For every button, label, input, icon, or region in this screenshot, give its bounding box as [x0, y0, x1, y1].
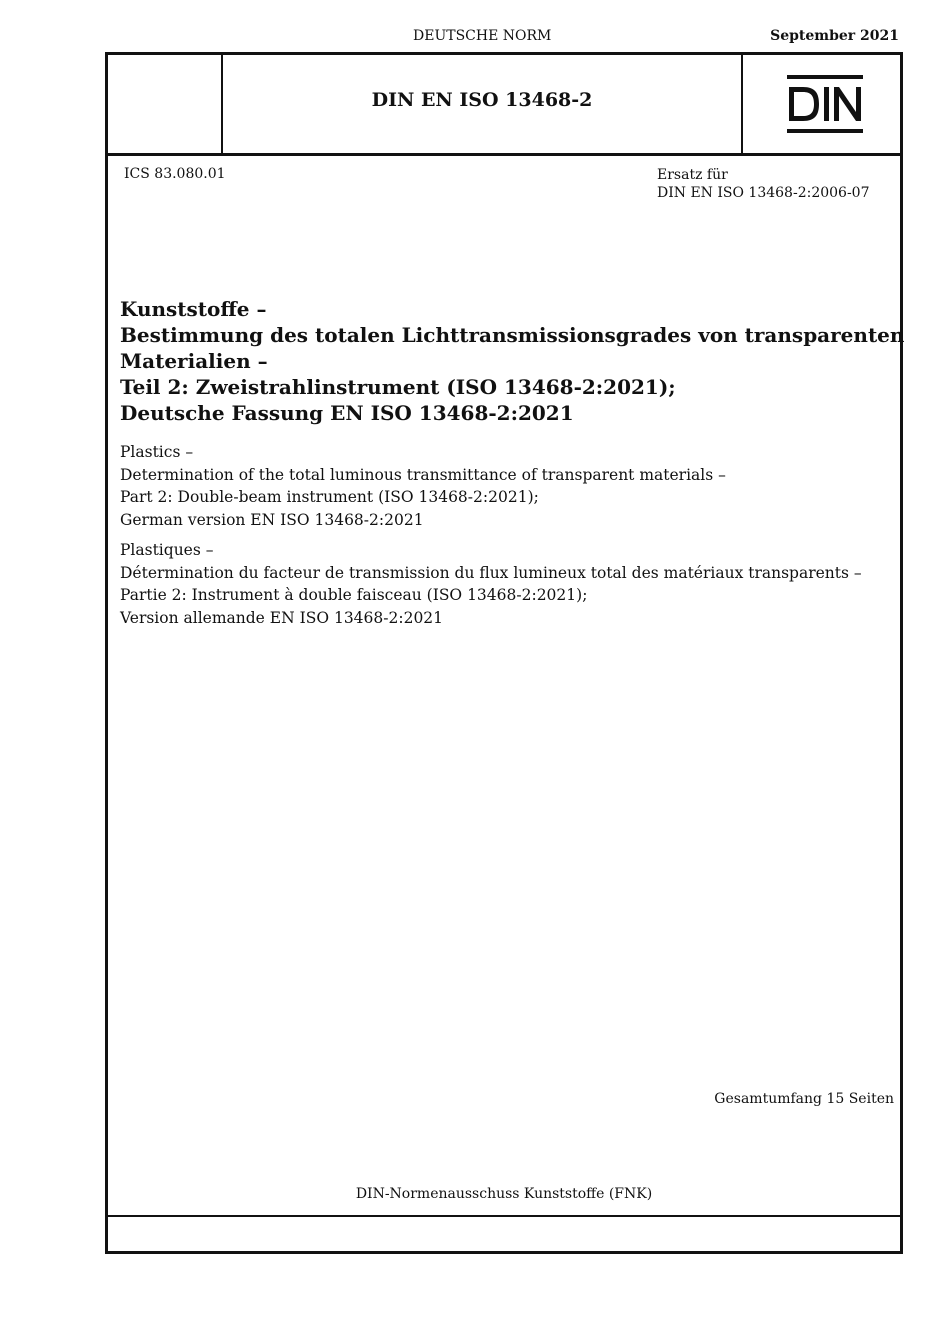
- header-row: [108, 55, 900, 156]
- title-fr-line: Plastiques –: [120, 541, 214, 559]
- document-number: DIN EN ISO 13468-2: [371, 89, 593, 111]
- title-fr-line: Partie 2: Instrument à double faisceau (ISO 13468-2:2021);: [120, 586, 588, 604]
- title-de-line: Teil 2: Zweistrahlinstrument (ISO 13468-2:2021);: [120, 375, 676, 399]
- title-en-line: Part 2: Double-beam instrument (ISO 13468-2:2021);: [120, 488, 539, 506]
- cover-frame: [105, 52, 903, 1254]
- title-fr-line: Détermination du facteur de transmission du flux lumineux total des matériaux transparents –: [120, 563, 862, 582]
- replaces-value: DIN EN ISO 13468-2:2006-07: [657, 185, 870, 201]
- committee-name: DIN-Normenausschuss Kunststoffe (FNK): [355, 1186, 653, 1202]
- title-de-line: Kunststoffe –: [120, 297, 267, 321]
- title-en-line: German version EN ISO 13468-2:2021: [120, 510, 424, 529]
- title-de-line: Deutsche Fassung EN ISO 13468-2:2021: [120, 401, 574, 425]
- publication-date: September 2021: [770, 28, 899, 44]
- title-en-line: Plastics –: [120, 443, 194, 461]
- din-logo: [787, 75, 863, 133]
- ics-code: ICS 83.080.01: [124, 166, 226, 182]
- footer-divider: [108, 1215, 900, 1217]
- title-english: [120, 441, 895, 531]
- header-empty-cell: [108, 55, 223, 153]
- title-en-line: Determination of the total luminous transmittance of transparent materials –: [120, 465, 726, 484]
- replaces-label: Ersatz für: [657, 167, 728, 183]
- norm-type-label: DEUTSCHE NORM: [413, 28, 552, 44]
- title-de-line: Materialien –: [120, 349, 268, 373]
- logo-cell: [741, 55, 902, 153]
- total-pages: Gesamtumfang 15 Seiten: [714, 1091, 894, 1107]
- title-german: [120, 296, 905, 426]
- title-de-line: Bestimmung des totalen Lichttransmissionsgrades von transparenten: [120, 323, 905, 347]
- title-fr-line: Version allemande EN ISO 13468-2:2021: [120, 608, 444, 627]
- replacement-info: [657, 166, 870, 202]
- title-french: [120, 539, 895, 629]
